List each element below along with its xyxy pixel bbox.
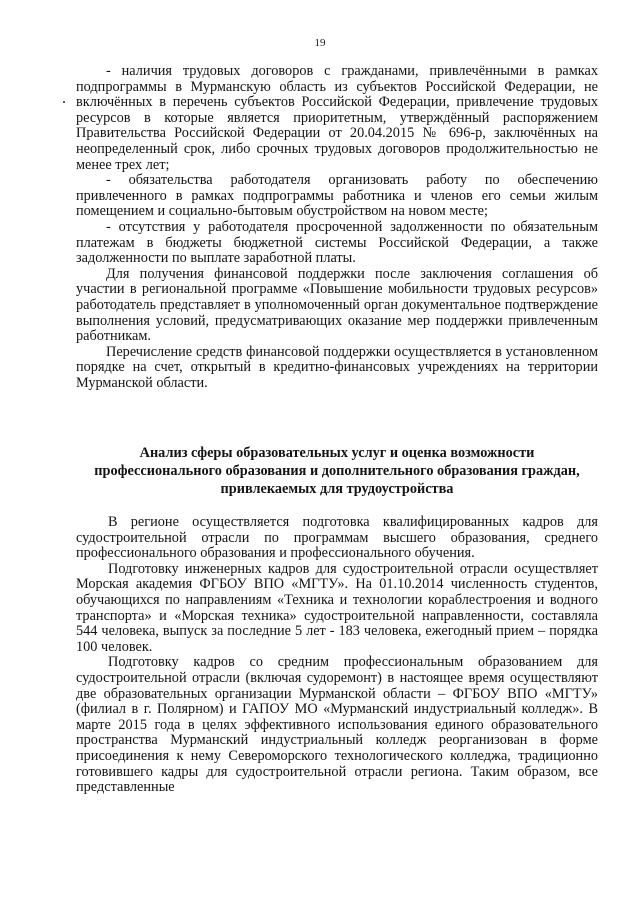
paragraph-vocational-training: Подготовку кадров со средним профессиональным образованием для судостроительной отрасли (включая судоремонт) в настоящее время осуществляют две образовательных организации Мурманской области – ФГБОУ ВПО «МГТУ» (филиал в г. Полярном) и ГАПОУ МО «Мурманский индустриальный колледж». В марте 2015 года в целях эффективного использования единого образовательного пространства Мурманский индустриальный колледж реорганизован в форме присоединения к нему Североморского технологического колледжа, традиционно готовившего кадры для судостроительной отрасли региона. Таким образом, все представленные (76, 654, 598, 796)
top-text-block (76, 64, 598, 391)
paragraph-training-overview: В регионе осуществляется подготовка квалифицированных кадров для судостроительной отрасли по программам высшего образования, среднего профессионального образования и профессионального обучения. (76, 514, 598, 562)
section-heading: Анализ сферы образовательных услуг и оценка возможности профессионального образования и дополнительного образования граждан, привлекаемых для трудоустройства (94, 445, 580, 497)
paragraph-employment-contracts: - наличия трудовых договоров с гражданами, привлечёнными в рамках подпрограммы в Мурманскую область из субъектов Российской Федерации, не включённых в перечень субъектов Российской Федерации, привлечение трудовых ресурсов в которые является приоритетным, утверждённый распоряжением Правительства Российской Федерации от 20.04.2015 № 696-р, заключённых на неопределенный срок, либо срочных трудовых договоров продолжительностью не менее трех лет; (76, 63, 598, 173)
paragraph-employer-obligations: - обязательства работодателя организовать работу по обеспечению привлеченного в рамках подпрограммы работника и членов его семьи жилым помещением и социально-бытовым обустройством на новом месте; (76, 172, 598, 220)
bottom-text-block (76, 515, 598, 796)
margin-dot (63, 101, 65, 103)
paragraph-no-debts: - отсутствия у работодателя просроченной задолженности по обязательным платежам в бюджеты бюджетной системы Российской Федерации, а также задолженности по выплате заработной платы. (76, 218, 598, 267)
paragraph-transfer-funds: Перечисление средств финансовой поддержки осуществляется в установленном порядке на счет, открытый в кредитно-финансовых учреждениях на территории Мурманской области. (76, 343, 598, 391)
paragraph-financial-support: Для получения финансовой поддержки после заключения соглашения об участии в региональной программе «Повышение мобильности трудовых ресурсов» работодатель представляет в уполномоченный орган документальное подтверждение выполнения условий, предусматривающих оказание мер поддержки привлеченным работникам. (76, 265, 598, 345)
paragraph-engineering-training: Подготовку инженерных кадров для судостроительной отрасли осуществляет Морская академия ФГБОУ ВПО «МГТУ». На 01.10.2014 численность студентов, обучающихся по направлениям «Техника и технологии кораблестроения и водного транспорта» и «Морская техника» судостроительной направленности, составляла 544 человека, выпуск за последние 5 лет - 183 человека, ежегодный прием – порядка 100 человек. (76, 560, 598, 655)
page-number: 19 (314, 37, 326, 49)
